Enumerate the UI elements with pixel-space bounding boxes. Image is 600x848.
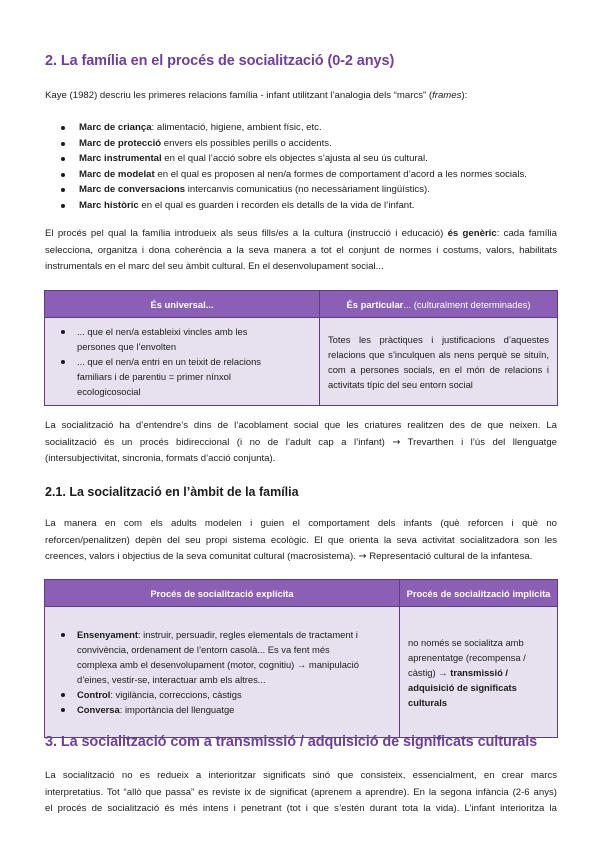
item-text: en el qual es proposen al nen/a formes de comportament d’acord a les normes socials. bbox=[154, 168, 527, 180]
text-line: Totes les pràctiques i justificacions d’aquestes bbox=[328, 333, 549, 345]
text-line: com a persones socials, en el món de relacions i bbox=[328, 363, 549, 375]
item-term: Marc instrumental bbox=[79, 153, 162, 164]
list-item bbox=[53, 687, 391, 702]
list-item bbox=[53, 702, 391, 717]
bold-term: és genèric bbox=[447, 228, 497, 239]
item-text: en el qual es guarden i recorden els detalls de la vida de l’infant. bbox=[138, 199, 415, 211]
list-item bbox=[45, 120, 527, 136]
text-line: relacions que s’inculquen als nens perquè se situïn, bbox=[328, 348, 549, 360]
intro-italic: frames bbox=[432, 90, 462, 101]
text-line: (intersubjectivitat, sincronia, formats d’acció conjunta). bbox=[45, 453, 276, 464]
text-line: ... que el nen/a estableixi vincles amb les bbox=[77, 326, 248, 337]
bullet-icon bbox=[61, 142, 65, 146]
text-span: creences, valors i objectius de la seva comunitat cultural (macrosistema). bbox=[45, 551, 359, 562]
header-rest: ... (culturalment determinades) bbox=[403, 298, 531, 310]
text-line: aprenentatge (recompensa / bbox=[408, 651, 526, 663]
item-term: Marc de protecció bbox=[79, 137, 162, 149]
particular-header bbox=[320, 291, 558, 318]
bold-term: culturals bbox=[408, 696, 448, 708]
text-line: La manera en com els adults modelen i guien el comportament dels infants (què reforcen i què no bbox=[45, 518, 557, 529]
text-line: convivència, ordenament de l’entorn casolà... Es va fent més bbox=[77, 644, 330, 655]
meanings-paragraph bbox=[45, 768, 557, 818]
item-term: Ensenyament bbox=[77, 629, 138, 640]
item-term: Control bbox=[77, 689, 111, 700]
text-line: el procés de socialització és més intens i penetrant (tot i que s’estén durant tota la vida). L’infant interioritza la bbox=[45, 803, 557, 814]
list-item bbox=[45, 151, 527, 167]
text-line: selecciona, organitza i dona coherència a la seva manera a tot el conjunt de normes i costums, valors, habilitats bbox=[45, 244, 557, 256]
text-line: persones que l’envolten bbox=[77, 341, 177, 352]
bullet-icon bbox=[61, 188, 65, 192]
section-3-heading: 3. La socialització com a transmissió / adquisició de significats culturals bbox=[45, 734, 538, 750]
universal-particular-table bbox=[44, 290, 558, 406]
text-line: La socialització ha d’entendre’s dins de l’acoblament social que les criatures realitzen des de que neixen. La bbox=[45, 420, 557, 431]
item-text: envers els possibles perills o accidents. bbox=[161, 137, 332, 149]
header-bold: És universal bbox=[150, 298, 206, 310]
header-text: Procés de socialització explícita bbox=[150, 587, 294, 599]
header-text: Procés de socialització implícita bbox=[406, 587, 551, 599]
universal-header bbox=[45, 291, 320, 318]
explicit-cell bbox=[45, 607, 400, 738]
bullet-icon bbox=[61, 693, 65, 697]
bold-term: transmissió / bbox=[450, 666, 509, 678]
list-item bbox=[45, 198, 527, 214]
section-2-heading: 2. La família en el procés de socialització (0-2 anys) bbox=[45, 53, 395, 69]
text-line: d’eines, vestir-se, interactuar amb els altres... bbox=[77, 674, 266, 685]
list-item bbox=[53, 627, 391, 687]
socialization-process-table bbox=[44, 579, 558, 738]
text-line: : importància del llenguatge bbox=[119, 704, 235, 715]
item-term: Marc de modelat bbox=[79, 168, 155, 180]
header-rest: ... bbox=[205, 298, 214, 310]
list-item bbox=[45, 167, 527, 183]
text-span: : cada família bbox=[496, 228, 558, 239]
bullet-icon bbox=[61, 173, 65, 177]
item-term: Conversa bbox=[77, 704, 120, 715]
text-line: familiars i de parentiu = primer nínxol bbox=[77, 371, 231, 382]
text-line: complexa amb el desenvolupament (motor, cognitiu) → manipulació bbox=[77, 659, 359, 670]
bullet-icon bbox=[61, 157, 65, 161]
explicit-header bbox=[45, 580, 400, 607]
socialization-paragraph bbox=[45, 226, 557, 276]
text-line: : vigilància, correccions, càstigs bbox=[110, 689, 242, 700]
text-line bbox=[408, 665, 549, 680]
bullet-icon bbox=[61, 330, 65, 334]
implicit-cell bbox=[400, 607, 558, 738]
text-line bbox=[45, 226, 557, 243]
text-span: Representació cultural de la infantesa. bbox=[366, 551, 533, 562]
list-item bbox=[53, 324, 311, 354]
text-line: instrumentals en el marc del seu àmbit cultural. En el desenvolupament social... bbox=[45, 261, 384, 272]
text-line bbox=[45, 549, 557, 566]
text-line: ... que el nen/a entri en un teixit de relacions bbox=[77, 356, 261, 367]
text-line: no només se socialitza amb bbox=[408, 636, 524, 648]
intro-paragraph bbox=[45, 88, 557, 105]
bullet-icon bbox=[61, 204, 65, 208]
particular-cell bbox=[320, 318, 558, 406]
item-term: Marc de conversacions bbox=[79, 184, 186, 195]
text-line: ecologicosocial bbox=[77, 386, 141, 397]
list-item bbox=[45, 136, 527, 152]
text-span: Trevarthen i l’ús del llenguatge bbox=[400, 436, 557, 448]
text-span: socialització és un procés bidireccional (i no de l’adult cap a l’infant) bbox=[45, 436, 393, 448]
arrow-icon: → bbox=[392, 436, 401, 448]
text-line: reforcen/penalitzen) depèn del seu propi sistema ecològic. El que orienta la seva activitat socialitzadora son les bbox=[45, 534, 557, 546]
arrow-icon: → bbox=[358, 551, 367, 562]
text-line: : instruir, persuadir, regles elementals de tractament i bbox=[137, 629, 358, 640]
item-text: : alimentació, higiene, ambient físic, etc. bbox=[151, 122, 322, 133]
text-span: El procés pel qual la família introdueix als seus fills/es a la cultura (instrucció i educació) bbox=[45, 228, 448, 239]
item-term: Marc de criança bbox=[79, 122, 152, 133]
family-paragraph bbox=[45, 516, 557, 566]
intro-end: ): bbox=[461, 90, 468, 101]
item-text: intercanvis comunicatius (no necessàriament lingüístics). bbox=[185, 184, 430, 195]
bold-term: adquisició de significats bbox=[408, 681, 517, 693]
item-text: en el qual l’acció sobre els objectes s’ajusta al seu ús cultural. bbox=[161, 153, 428, 164]
text-line: interpretatius. Tot “allò que passa” es reviste ix de significat (aprenem a aprendre). En la segona infància (2-6 anys) bbox=[45, 786, 557, 798]
implicit-header bbox=[400, 580, 558, 607]
item-term: Marc històric bbox=[79, 199, 139, 211]
intro-text: Kaye (1982) descriu les primeres relacions família - infant utilitzant l’analogia dels “marcs” ( bbox=[45, 90, 433, 101]
section-2-1-heading: 2.1. La socialització en l’àmbit de la família bbox=[45, 485, 299, 499]
text-line: La socialització no es redueix a interioritzar significats sinó que consisteix, essencialment, en crear marcs bbox=[45, 770, 557, 781]
header-bold: És particular bbox=[346, 298, 404, 310]
list-item bbox=[53, 354, 311, 399]
text-line: activitats típic del seu entorn social bbox=[328, 378, 473, 390]
bidirectional-paragraph bbox=[45, 418, 557, 468]
bullet-icon bbox=[61, 360, 65, 364]
bullet-icon bbox=[61, 633, 65, 637]
bullet-icon bbox=[61, 126, 65, 130]
list-item bbox=[45, 182, 527, 198]
bullet-icon bbox=[61, 708, 65, 712]
text-span: càstig) → bbox=[408, 666, 451, 678]
frames-list bbox=[45, 120, 527, 213]
text-line bbox=[45, 435, 557, 452]
universal-cell bbox=[45, 318, 320, 406]
